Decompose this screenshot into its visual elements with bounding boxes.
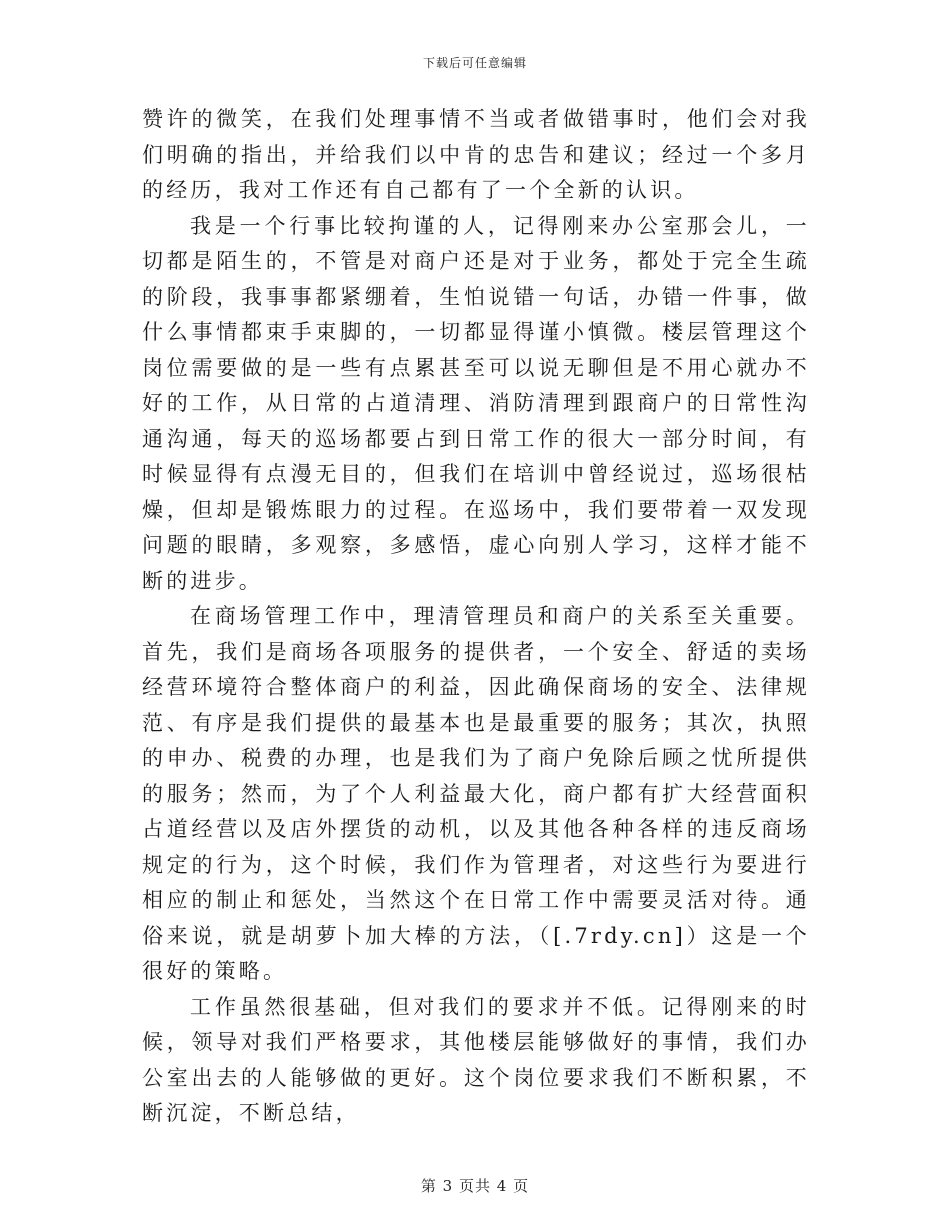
paragraph-4: 工作虽然很基础，但对我们的要求并不低。记得刚来的时候，领导对我们严格要求，其他楼层能够做好的事情，我们办公室出去的人能够做的更好。这个岗位要求我们不断积累，不断沉淀，不断总结， [142,994,810,1125]
page-number-footer: 第 3 页共 4 页 [420,1177,530,1195]
paragraph-3: 在商场管理工作中，理清管理员和商户的关系至关重要。首先，我们是商场各项服务的提供者，一个安全、舒适的卖场经营环境符合整体商户的利益，因此确保商场的安全、法律规范、有序是我们提供的最基本也是最重要的服务；其次，执照的申办、税费的办理，也是我们为了商户免除后顾之忧所提供的服务；然而，为了个人利益最大化，商户都有扩大经营面积占道经营以及店外摆货的动机，以及其他各种各样的违反商场规定的行为，这个时候，我们作为管理者，对这些行为要进行相应的制止和惩处，当然这个在日常工作中需要灵活对待。通俗来说，就是胡萝卜加大棒的方法，（[.7rdy.cn]）这是一个很好的策略。 [142,604,810,983]
paragraph-2: 我是一个行事比较拘谨的人，记得刚来办公室那会儿，一切都是陌生的，不管是对商户还是对于业务，都处于完全生疏的阶段，我事事都紧绷着，生怕说错一句话，办错一件事，做什么事情都束手束脚的，一切都显得谨小慎微。楼层管理这个岗位需要做的是一些有点累甚至可以说无聊但是不用心就办不好的工作，从日常的占道清理、消防清理到跟商户的日常性沟通沟通，每天的巡场都要占到日常工作的很大一部分时间，有时候显得有点漫无目的，但我们在培训中曾经说过，巡场很枯燥，但却是锻炼眼力的过程。在巡场中，我们要带着一双发现问题的眼睛，多观察，多感悟，虚心向别人学习，这样才能不断的进步。 [142,213,810,593]
paragraph-1: 赞许的微笑，在我们处理事情不当或者做错事时，他们会对我们明确的指出，并给我们以中肯的忠告和建议；经过一个多月的经历，我对工作还有自己都有了一个全新的认识。 [142,107,810,202]
document-body [142,102,810,1132]
page-header: 下载后可任意编辑 [422,56,527,70]
